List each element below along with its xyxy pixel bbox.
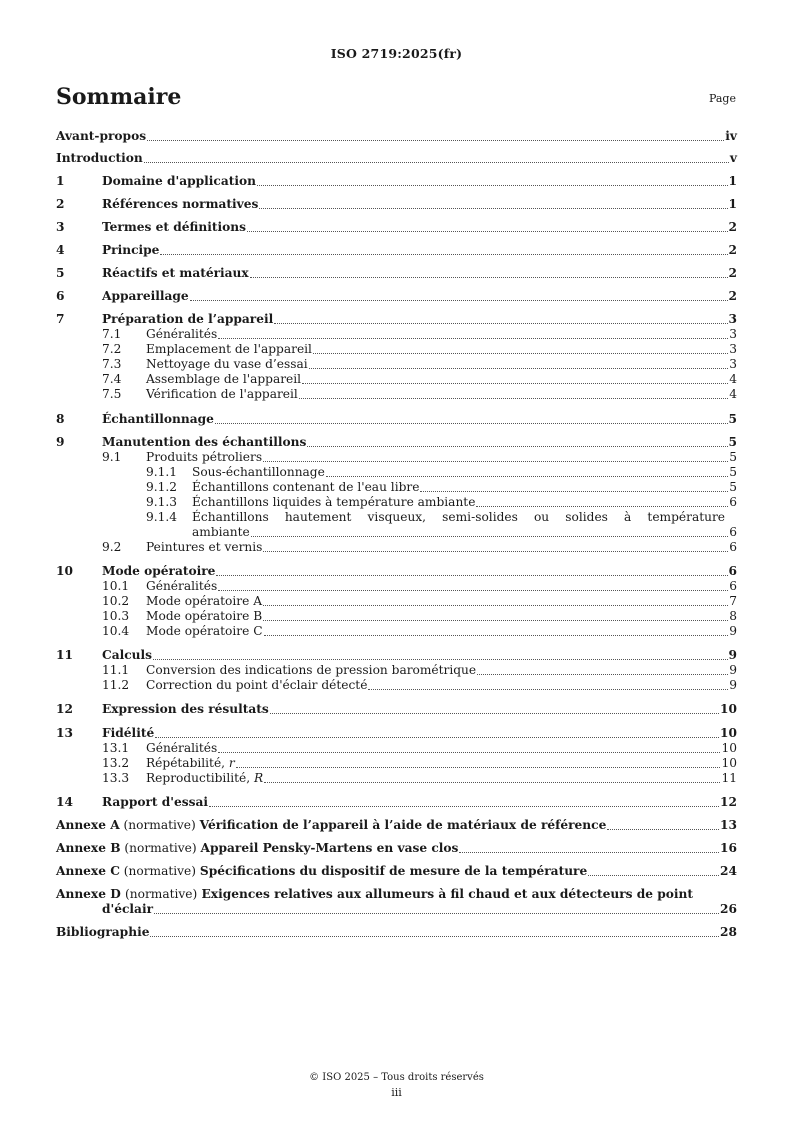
toc-label: Principe [102, 243, 160, 257]
leader-dots [155, 737, 719, 738]
toc-page: 3 [729, 357, 737, 371]
toc-label: Généralités [146, 327, 218, 341]
toc-number: 10.3 [102, 609, 130, 623]
toc-number: 10 [56, 564, 73, 578]
toc-number: 9.1.2 [146, 480, 178, 494]
leader-dots [250, 277, 728, 278]
toc-entry-10[interactable] [56, 564, 737, 579]
toc-page: 5 [728, 412, 737, 426]
toc-number: 4 [56, 243, 65, 257]
annex-type: (normative) [125, 887, 198, 901]
toc-page: 26 [720, 902, 737, 916]
toc-label: Échantillons liquides à température ambiante [192, 495, 476, 509]
toc-label: Nettoyage du vase d’essai [146, 357, 308, 371]
toc-number: 11.1 [102, 663, 130, 677]
leader-dots [309, 368, 729, 369]
toc-entry-11-2[interactable] [56, 678, 737, 693]
toc-number: 7.5 [102, 387, 122, 401]
leader-dots [209, 806, 719, 807]
toc-number: 9.1.1 [146, 465, 178, 479]
leader-dots [190, 300, 728, 301]
leader-dots [218, 590, 728, 591]
toc-page: 12 [720, 795, 737, 809]
toc-entry-10-4[interactable] [56, 624, 737, 639]
toc-entry-13[interactable] [56, 726, 737, 741]
annex-type: (normative) [123, 864, 197, 878]
toc-entry-1[interactable] [56, 174, 737, 189]
toc-page: 10 [720, 726, 737, 740]
toc-entry-annex-b[interactable] [56, 841, 737, 856]
leader-dots [313, 353, 728, 354]
toc-page: 3 [728, 312, 737, 326]
toc-number: 11 [56, 648, 73, 662]
toc-number: 7 [56, 312, 65, 326]
toc-number: 7.4 [102, 372, 122, 386]
toc-page: iv [725, 129, 737, 143]
leader-dots [263, 620, 728, 621]
toc-entry-8[interactable] [56, 412, 737, 427]
toc-page: 10 [721, 741, 737, 755]
toc-number: 6 [56, 289, 65, 303]
leader-dots [259, 208, 727, 209]
toc-label: Généralités [146, 579, 218, 593]
toc-label: Références normatives [102, 197, 259, 211]
document-header: ISO 2719:2025(fr) [330, 46, 463, 61]
toc-label: Produits pétroliers [146, 450, 263, 464]
toc-number: 5 [56, 266, 65, 280]
toc-entry-7-1[interactable] [56, 327, 737, 342]
toc-label: Mode opératoire [102, 564, 216, 578]
toc-label: Rapport d'essai [102, 795, 209, 809]
leader-dots [270, 713, 719, 714]
toc-label: Bibliographie [56, 925, 150, 939]
toc-page: 10 [720, 702, 737, 716]
toc-page: 9 [729, 624, 737, 638]
toc-page: 6 [728, 564, 737, 578]
toc-entry-10-2[interactable] [56, 594, 737, 609]
toc-entry-9-1[interactable] [56, 450, 737, 465]
leader-dots [153, 659, 728, 660]
toc-number: 1 [56, 174, 65, 188]
toc-number: 3 [56, 220, 65, 234]
toc-label: Mode opératoire A [146, 594, 262, 608]
leader-dots [459, 852, 719, 853]
toc-page: 3 [729, 327, 737, 341]
toc-page: 9 [729, 678, 737, 692]
toc-label: Introduction [56, 151, 143, 165]
toc-entry-annex-c[interactable] [56, 864, 737, 879]
annex-type: (normative) [123, 818, 196, 832]
toc-entry-12[interactable] [56, 702, 737, 717]
annex-type: (normative) [124, 841, 197, 855]
toc-number: 10.4 [102, 624, 130, 638]
toc-label: Avant-propos [56, 129, 147, 143]
toc-page: 6 [729, 525, 737, 539]
leader-dots [299, 398, 728, 399]
leader-dots [264, 782, 720, 783]
toc-label: Domaine d'application [102, 174, 256, 188]
toc-page: 6 [729, 540, 737, 554]
toc-label: Termes et définitions [102, 220, 246, 234]
leader-dots [236, 767, 721, 768]
toc-number: 9.1.3 [146, 495, 178, 509]
toc-page: 2 [728, 289, 737, 303]
toc-page: 5 [728, 435, 737, 449]
toc-page: v [729, 151, 737, 165]
toc-entry-9-1-2[interactable] [56, 480, 737, 495]
toc-entry-7-5[interactable] [56, 387, 737, 402]
toc-label: Reproductibilité, [146, 771, 251, 785]
leader-dots [368, 689, 728, 690]
toc-number: 13.3 [102, 771, 130, 785]
toc-number: 9.2 [102, 540, 122, 554]
toc-entry-2[interactable] [56, 197, 737, 212]
toc-entry-11[interactable] [56, 648, 737, 663]
page-footer [0, 1070, 793, 1100]
toc-number: 7.3 [102, 357, 122, 371]
leader-dots [274, 323, 727, 324]
toc-page: 11 [721, 771, 737, 785]
leader-dots [144, 162, 729, 163]
toc-page: 9 [729, 663, 737, 677]
leader-dots [476, 506, 728, 507]
toc-label: Mode opératoire B [146, 609, 263, 623]
toc-label: Échantillons contenant de l'eau libre [192, 480, 420, 494]
toc-entry-7-3[interactable] [56, 357, 737, 372]
toc-label: Conversion des indications de pression barométrique [146, 663, 477, 677]
toc-number: 2 [56, 197, 65, 211]
leader-dots [215, 423, 728, 424]
toc-number: 9.1 [102, 450, 122, 464]
toc-label: Peintures et vernis [146, 540, 263, 554]
toc-page: 16 [720, 841, 737, 855]
page-number: iii [391, 1086, 402, 1099]
toc-entry-7-2[interactable] [56, 342, 737, 357]
toc-label: Expression des résultats [102, 702, 269, 716]
toc-entry-annex-d[interactable] [56, 887, 737, 917]
toc-label: Généralités [146, 741, 218, 755]
toc-entry-5[interactable] [56, 266, 737, 281]
toc-label: Réactifs et matériaux [102, 266, 249, 280]
toc-page: 2 [728, 243, 737, 257]
toc-page: 9 [728, 648, 737, 662]
toc-label: Mode opératoire C [146, 624, 263, 638]
toc-label: Appareil Pensky-Martens en vase clos [200, 841, 459, 855]
toc-entry-avant-propos[interactable] [56, 129, 737, 144]
toc-page: 1 [728, 197, 737, 211]
leader-dots [154, 913, 719, 914]
toc-label-line1: Échantillons hautement visqueux, semi-solides ou solides à température [192, 510, 725, 524]
toc-page: 1 [728, 174, 737, 188]
leader-dots [326, 476, 728, 477]
toc-label: Appareillage [102, 289, 189, 303]
toc-number: 7.2 [102, 342, 122, 356]
toc-label: Vérification de l'appareil [146, 387, 298, 401]
toc-page: 4 [729, 372, 737, 386]
toc-entry-9-1-3[interactable] [56, 495, 737, 510]
toc-number: 14 [56, 795, 73, 809]
leader-dots [251, 536, 728, 537]
toc-entry-7-4[interactable] [56, 372, 737, 387]
toc-entry-13-3[interactable] [56, 771, 737, 786]
toc-entry-introduction[interactable] [56, 151, 737, 166]
toc-label: Échantillonnage [102, 412, 214, 426]
leader-dots [263, 461, 728, 462]
toc-page: 2 [728, 220, 737, 234]
toc-page: 10 [721, 756, 737, 770]
leader-dots [218, 752, 720, 753]
toc-entry-4[interactable] [56, 243, 737, 258]
toc-number: 7.1 [102, 327, 122, 341]
toc-page: 28 [720, 925, 737, 939]
toc-number: 9 [56, 435, 65, 449]
toc-label: Correction du point d'éclair détecté [146, 678, 368, 692]
toc-label: Spécifications du dispositif de mesure de la température [199, 864, 588, 878]
toc-entry-3[interactable] [56, 220, 737, 235]
page-column-label: Page [708, 92, 736, 105]
toc-number: 10.1 [102, 579, 130, 593]
annex-name: Annexe D [56, 887, 121, 901]
leader-dots [264, 635, 729, 636]
toc-label: Préparation de l’appareil [102, 312, 274, 326]
toc-label: Fidélité [102, 726, 155, 740]
toc-label: Vérification de l’appareil à l’aide de matériaux de référence [199, 818, 607, 832]
toc-page: 13 [720, 818, 737, 832]
toc-number: 13.2 [102, 756, 130, 770]
toc-page: 2 [728, 266, 737, 280]
copyright-notice: © ISO 2025 – Tous droits réservés [309, 1072, 484, 1083]
leader-dots [216, 575, 727, 576]
toc-entry-13-2[interactable] [56, 756, 737, 771]
toc-label-variable: r [228, 756, 235, 770]
toc-number: 12 [56, 702, 73, 716]
toc-number: 8 [56, 412, 65, 426]
toc-entry-9-2[interactable] [56, 540, 737, 555]
toc-number: 13.1 [102, 741, 130, 755]
toc-label: Sous-échantillonnage [192, 465, 325, 479]
toc-label: Manutention des échantillons [102, 435, 307, 449]
leader-dots [302, 383, 728, 384]
annex-name: Annexe C [56, 864, 120, 878]
toc-page: 5 [729, 450, 737, 464]
toc-entry-7[interactable] [56, 312, 737, 327]
toc-label-line2: d'éclair [102, 902, 154, 916]
annex-name: Annexe A [56, 818, 120, 832]
toc-label-line1: Exigences relatives aux allumeurs à fil chaud et aux détecteurs de point [201, 887, 694, 901]
toc-page: 5 [729, 465, 737, 479]
toc-page: 8 [729, 609, 737, 623]
toc-number: 13 [56, 726, 73, 740]
leader-dots [147, 140, 724, 141]
leader-dots [257, 185, 728, 186]
toc-label-line2: ambiante [192, 525, 250, 539]
leader-dots [477, 674, 728, 675]
leader-dots [607, 829, 719, 830]
leader-dots [218, 338, 728, 339]
toc-label-variable: R [253, 771, 264, 785]
toc-entry-6[interactable] [56, 289, 737, 304]
toc-page: 6 [729, 495, 737, 509]
leader-dots [588, 875, 719, 876]
toc-entry-10-3[interactable] [56, 609, 737, 624]
toc-page: 24 [720, 864, 737, 878]
toc-entry-9[interactable] [56, 435, 737, 450]
toc-number: 9.1.4 [146, 510, 178, 524]
toc-entry-9-1-4[interactable] [56, 510, 737, 540]
leader-dots [263, 605, 728, 606]
leader-dots [150, 936, 719, 937]
toc-page: 7 [729, 594, 737, 608]
toc-label: Répétabilité, [146, 756, 226, 770]
annex-name: Annexe B [56, 841, 121, 855]
toc-number: 10.2 [102, 594, 130, 608]
toc-label: Emplacement de l'appareil [146, 342, 312, 356]
table-of-contents [56, 124, 737, 940]
leader-dots [247, 231, 728, 232]
toc-number: 11.2 [102, 678, 130, 692]
toc-page: 6 [729, 579, 737, 593]
toc-entry-13-1[interactable] [56, 741, 737, 756]
toc-entry-10-1[interactable] [56, 579, 737, 594]
leader-dots [420, 491, 728, 492]
toc-label: Calculs [102, 648, 152, 662]
toc-page: 4 [729, 387, 737, 401]
toc-entry-9-1-1[interactable] [56, 465, 737, 480]
toc-entry-bibliographie[interactable] [56, 925, 737, 940]
toc-page: 5 [729, 480, 737, 494]
toc-entry-11-1[interactable] [56, 663, 737, 678]
leader-dots [307, 446, 727, 447]
leader-dots [263, 551, 728, 552]
toc-entry-14[interactable] [56, 795, 737, 810]
toc-label: Assemblage de l'appareil [146, 372, 302, 386]
page-title: Sommaire [56, 84, 182, 110]
toc-page: 3 [729, 342, 737, 356]
toc-entry-annex-a[interactable] [56, 818, 737, 833]
leader-dots [160, 254, 727, 255]
